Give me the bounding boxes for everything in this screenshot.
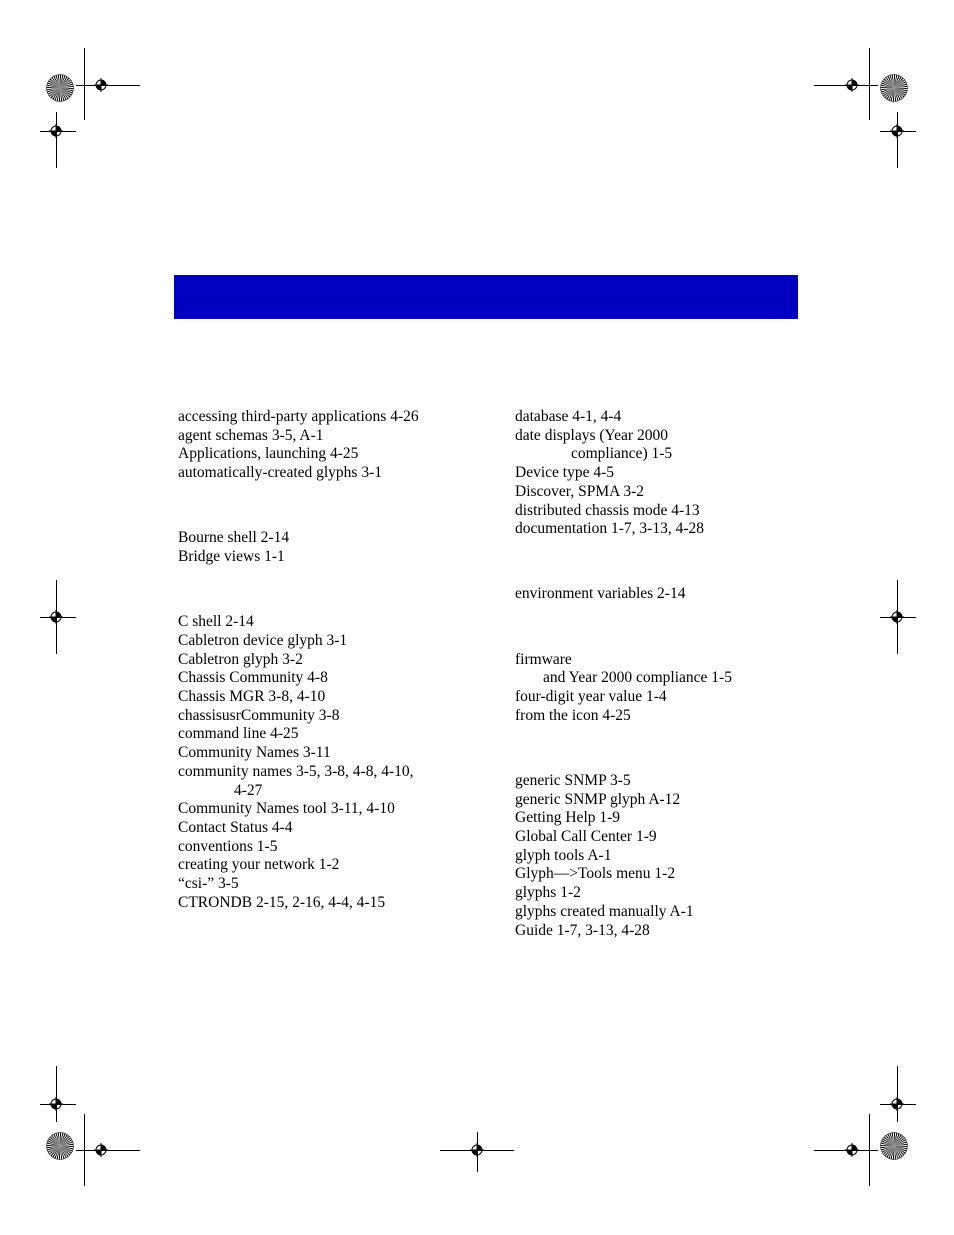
index-group-e: [515, 585, 815, 604]
registration-target-icon: [890, 1097, 904, 1111]
index-entry: CTRONDB 2-15, 2-16, 4-4, 4-15: [178, 893, 386, 911]
index-entry: distributed chassis mode 4-13: [515, 501, 700, 519]
index-entry: 4-27: [234, 781, 263, 799]
registration-target-icon: [49, 1097, 63, 1111]
index-entry: database 4-1, 4-4: [515, 408, 622, 425]
index-entry: Community Names tool 3-11, 4-10: [178, 800, 395, 818]
index-entry: Contact Status 4-4: [178, 818, 293, 836]
index-entry: accessing third-party applications 4-26: [178, 408, 419, 425]
registration-target-icon: [94, 78, 108, 92]
index-entry: command line 4-25: [178, 725, 299, 743]
index-entry: Bourne shell 2-14: [178, 529, 290, 547]
index-entry: Applications, launching 4-25: [178, 445, 359, 463]
crop-line: [56, 1066, 57, 1122]
registration-star-icon: [880, 1132, 908, 1160]
index-entry: Chassis Community 4-8: [178, 669, 328, 687]
index-entry: generic SNMP glyph A-12: [515, 790, 681, 808]
index-entry: community names 3-5, 3-8, 4-8, 4-10,: [178, 762, 414, 780]
registration-target-icon: [845, 78, 859, 92]
index-entry: agent schemas 3-5, A-1: [178, 426, 324, 444]
index-entry: Glyph—>Tools menu 1-2: [515, 865, 676, 883]
index-group-a: [178, 408, 498, 483]
index-group-f: [515, 651, 815, 726]
registration-target-icon: [470, 1143, 484, 1157]
index-group-c: [178, 613, 498, 912]
index-entry: glyphs created manually A-1: [515, 902, 694, 920]
crop-line: [56, 112, 57, 168]
index-entry: Global Call Center 1-9: [515, 828, 657, 846]
index-entry: glyph tools A-1: [515, 846, 612, 864]
index-entry: and Year 2000 compliance 1-5: [543, 669, 732, 687]
index-entry: environment variables 2-14: [515, 585, 686, 603]
index-group-b: [178, 529, 498, 566]
index-entry: documentation 1-7, 3-13, 4-28: [515, 520, 704, 538]
index-entry: conventions 1-5: [178, 837, 278, 855]
index-entry: Guide 1-7, 3-13, 4-28: [515, 921, 650, 939]
registration-target-icon: [845, 1143, 859, 1157]
index-entry: from the icon 4-25: [515, 706, 631, 724]
index-entry: compliance) 1-5: [571, 445, 673, 463]
crop-line: [76, 1150, 140, 1151]
index-group-g: [515, 772, 815, 940]
index-entry: C shell 2-14: [178, 613, 254, 631]
crop-line: [897, 1066, 898, 1122]
index-right-column: [515, 408, 815, 940]
index-entry: Device type 4-5: [515, 464, 614, 482]
index-entry: creating your network 1-2: [178, 856, 340, 874]
crop-line: [897, 112, 898, 168]
index-entry: Chassis MGR 3-8, 4-10: [178, 688, 326, 706]
index-entry: automatically-created glyphs 3-1: [178, 464, 383, 482]
registration-target-icon: [890, 124, 904, 138]
registration-star-icon: [46, 74, 74, 102]
index-entry: chassisusrCommunity 3-8: [178, 706, 340, 724]
index-entry: Getting Help 1-9: [515, 809, 621, 827]
index-group-spacer: [178, 483, 498, 530]
crop-line: [76, 85, 140, 86]
index-group-d: [515, 408, 815, 539]
index-header-banner: [174, 275, 798, 319]
index-entry: generic SNMP 3-5: [515, 771, 631, 789]
index-entry: Cabletron glyph 3-2: [178, 650, 303, 668]
index-group-spacer: [178, 567, 498, 614]
index-left-column: [178, 408, 498, 912]
index-entry: Discover, SPMA 3-2: [515, 482, 644, 500]
index-entry: Bridge views 1-1: [178, 548, 285, 566]
index-entry: “csi-” 3-5: [178, 875, 239, 893]
index-entry: four-digit year value 1-4: [515, 688, 667, 706]
registration-target-icon: [94, 1143, 108, 1157]
registration-target-icon: [49, 610, 63, 624]
crop-line: [84, 48, 85, 120]
index-entry: Community Names 3-11: [178, 744, 331, 762]
registration-target-icon: [49, 124, 63, 138]
index-group-spacer: [515, 604, 815, 651]
index-entry: glyphs 1-2: [515, 884, 581, 902]
index-group-spacer: [515, 539, 815, 586]
index-group-spacer: [515, 725, 815, 772]
index-entry: date displays (Year 2000: [515, 426, 668, 444]
registration-target-icon: [890, 610, 904, 624]
registration-star-icon: [46, 1132, 74, 1160]
index-entry: firmware: [515, 650, 572, 668]
crop-line: [869, 48, 870, 120]
index-entry: Cabletron device glyph 3-1: [178, 631, 348, 649]
registration-star-icon: [880, 74, 908, 102]
